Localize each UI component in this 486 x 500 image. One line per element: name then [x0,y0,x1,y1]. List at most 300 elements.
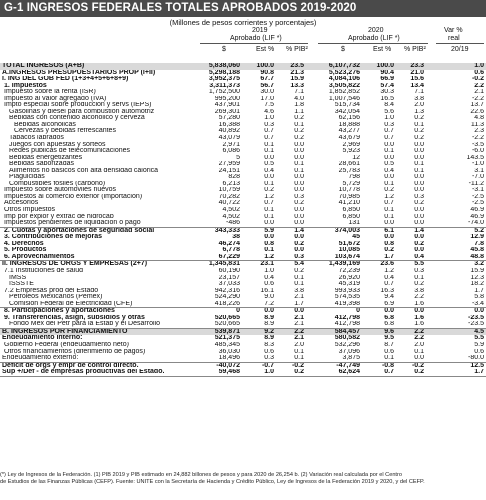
row-value: -74.0 [426,220,486,227]
row-value: 942,316 [214,287,240,294]
row-value: 2.3 [474,128,484,135]
row-value: 2.2 [396,328,426,335]
table-row [0,254,486,261]
row-value: 100.0 [362,63,396,70]
row-label: Gasolinas y diesel para combustión automotriz [9,108,155,115]
table-row [0,362,486,369]
row-value: 8.7 [384,341,394,348]
footnotes [0,472,486,486]
row-value: 0.5 [384,161,394,168]
footnote-1: (*) Ley de Ingresos de la Federación. (1) PIB 2019 y PIB estimado en 24,882 billones de pesos y para 2020 de 26,254 b. (2) Variación real calculada por el Centro [0,472,402,478]
row-value: 6,850 [342,207,360,214]
row-value: 343,333 [214,227,240,234]
row-value: 13.3 [290,82,304,89]
row-value: 0.7 [384,200,394,207]
row-value: 0.2 [294,267,304,274]
row-value: 0.0 [294,174,304,181]
row-value: 0.1 [294,348,304,355]
row-value: 10,778 [338,187,360,194]
row-value: 1.0 [426,63,486,70]
income-table [0,63,486,377]
row-value: 90.4 [380,69,394,76]
row-value: 56.7 [260,82,274,89]
row-value: 0.0 [362,220,396,227]
row-value: 3,952,375 [208,76,240,83]
row-value: 26,920 [338,274,360,281]
row-value: 993,933 [334,287,360,294]
row-value: 5.8 [474,294,484,301]
row-value: 0.0 [294,247,304,254]
row-value: 342,054 [334,108,360,115]
row-value: 418,226 [200,301,242,308]
row-value: 0.1 [414,121,424,128]
row-label: Gobierno Federal (endeudamiento neto) [4,341,129,348]
row-value: 0.0 [294,234,304,241]
row-value: 1.0 [242,369,276,376]
row-value: 0.0 [474,307,484,315]
row-value: 485,345 [214,341,240,348]
row-value: 0.4 [264,274,274,281]
row-value: 521,375 [214,335,240,342]
row-value: 0.7 [384,128,394,135]
row-label: Impuesto sobre automóviles nuevos [4,187,117,194]
row-value: 0.0 [264,154,274,161]
row-value: 1.4 [294,227,304,234]
row-value: 0.0 [294,148,304,155]
header-col-mxn-2020: $ [341,46,345,53]
row-value: 0.2 [414,240,424,247]
row-value: 6.9 [362,301,396,308]
row-value: 1,007,546 [328,95,360,102]
row-value: 580,582 [334,335,360,342]
row-value: 0.2 [276,369,306,376]
header-real: real [448,35,460,42]
row-value: 23.1 [260,260,274,268]
row-value: 0.0 [414,247,424,254]
row-label: Impto especial sobre produccion y servs (IEPS) [4,102,152,109]
header-col-pib-2019: % PIB² [286,46,308,53]
row-label: A.INGRESOS PRESUPUESTARIOS PROP (I+II) [2,69,156,76]
row-value: 0.1 [384,213,394,220]
row-value: 27,959 [218,161,240,168]
row-value: 0.1 [384,148,394,155]
row-value: 520,665 [214,314,240,321]
row-value: -7.0 [471,174,484,181]
header-approved-2019: Aprobado (LIF *) [230,35,282,42]
row-label: TOTAL INGRESOS (A+B) [0,63,200,70]
row-value: 10,085 [338,247,360,254]
row-value: 1,752,500 [208,89,240,96]
row-value: 269,301 [214,108,240,115]
row-value: 16.3 [380,287,394,294]
row-value: 0.2 [294,135,304,142]
row-value: 2.2 [414,294,424,301]
row-value: 4.5 [426,328,486,335]
header-col-mxn-2019: $ [222,46,226,53]
row-value: 412,798 [334,314,360,321]
row-value: 12.5 [470,362,484,369]
row-value: 1.0 [384,115,394,122]
row-value: 43,277 [338,128,360,135]
row-value: 23,157 [218,274,240,281]
row-value: 3.8 [414,95,424,102]
row-value: 45.8 [470,247,484,254]
table-row [0,261,486,268]
row-value: 0.7 [264,135,274,142]
row-label: B. INGRESOS POR FINANCIAMIENTO [0,328,200,335]
row-label: Otros financiamientos (diferimiento de pagos) [4,348,146,355]
row-value: 43,079 [218,135,240,142]
row-value: 0.0 [414,213,424,220]
row-value: 40,892 [218,128,240,135]
row-value: 1.6 [414,314,424,321]
row-value: 7.5 [264,102,274,109]
row-value: 2.2 [414,335,424,342]
row-value: 13.4 [410,82,424,89]
row-label: Alimentos no básicos con alta densidad calórica [9,167,159,174]
row-value: 0.0 [294,207,304,214]
row-label: Endeudamiento externo: [0,355,200,362]
row-value: 0.2 [414,128,424,135]
row-value: -2.2 [471,135,484,142]
row-value: 2.1 [294,314,304,321]
row-value: -2.5 [471,200,484,207]
row-value: 1,345,831 [208,260,240,268]
row-value: 21.3 [290,69,304,76]
row-value: 9.0 [264,294,274,301]
table-row [0,328,486,335]
row-value: 1.3 [414,108,424,115]
row-value: 5.4 [294,260,304,268]
row-value: 40,722 [218,200,240,207]
row-value: -3.1 [471,187,484,194]
row-label: 2. Cuotas y aportaciones de seguridad social [4,227,155,234]
header-col-years: 20/19 [451,46,469,53]
row-value: 0.3 [384,121,394,128]
row-value: 103,674 [306,254,362,261]
header-year-2020: 2020 [368,27,384,34]
row-value: 2,969 [342,141,360,148]
row-value: 0.0 [384,234,394,241]
row-value: -0.2 [411,362,424,369]
row-value: 2.1 [276,321,306,328]
row-value: -23.5 [426,321,486,328]
row-value: -23.5 [468,314,484,321]
row-value: 0.1 [414,167,424,174]
row-value: 60,190 [218,267,240,274]
row-value: 2.0 [414,102,424,109]
row-label: Otros impuestos [4,207,55,214]
row-value: 8.9 [242,321,276,328]
row-value: 62,624 [306,369,362,376]
row-label: 9. Transferencias, asign, subsidios y otras [4,314,145,321]
row-value: 0.6 [474,348,484,355]
row-value: 539,871 [200,328,242,335]
row-label: Petróleos Mexicanos (Pemex) [9,294,103,301]
row-value: 24,151 [218,167,240,174]
row-value: 4.6 [264,108,274,115]
row-value: 0.0 [294,307,304,315]
row-label: Juegos con apuestas y sorteos [9,141,106,148]
row-value: 0.1 [294,281,304,288]
row-label: Accesorios [4,200,39,207]
row-value: 0.5 [264,161,274,168]
row-value: 0.4 [384,167,394,174]
row-label: I. ING DEL GOB FED (1+3+4+5+6+8+9) [2,76,129,83]
row-value: 0.1 [294,121,304,128]
row-value: 0.0 [294,154,304,161]
row-value: 3.2 [474,260,484,268]
table-row [0,308,486,315]
row-value: 8.9 [264,335,274,342]
row-value: 0.7 [264,128,274,135]
row-label: Combustibles fósiles (carbono) [9,180,106,187]
row-value: 9.2 [242,328,276,335]
row-value: -3.4 [426,301,486,308]
row-value: 0.0 [396,355,426,362]
row-label: 5. Productos [4,247,47,254]
table-row [0,321,486,328]
row-value: 0.2 [294,200,304,207]
row-value: 0.2 [396,369,426,376]
row-value: 0.7 [362,369,396,376]
row-value: 45,319 [338,281,360,288]
row-value: 2.0 [294,341,304,348]
row-value: 524,290 [214,294,240,301]
row-value: -1.0 [471,161,484,168]
row-value: 12.3 [470,274,484,281]
row-value: 5.9 [474,341,484,348]
row-value: 3.8 [294,287,304,294]
row-value: 13.7 [470,102,484,109]
row-value: 1.7 [362,254,396,261]
row-value: 0.6 [384,348,394,355]
table-row [0,369,486,376]
row-label: Tabacos labrados [9,135,64,142]
row-value: 2.2 [276,328,306,335]
row-value: 0.4 [264,167,274,174]
row-value: 5.9 [264,227,274,234]
row-value: 0.2 [294,128,304,135]
row-label: 8. Participaciones y aportaciones [4,307,115,315]
row-value: 0.1 [384,180,394,187]
row-value: 2.2 [474,82,484,89]
header-col-struct-2019: Est % [256,46,275,53]
row-value: 798 [348,174,360,181]
row-value: 0.2 [384,187,394,194]
row-value: 1.0 [264,115,274,122]
row-value: 0.1 [294,161,304,168]
row-value: 0.0 [264,174,274,181]
row-value: 0.0 [396,220,426,227]
row-label: Impuesto al valor agregado (IVA) [4,95,107,102]
row-value: 48.8 [426,254,486,261]
row-value: 4.0 [294,95,304,102]
row-value: 7.1 [294,89,304,96]
row-value: 3.1 [474,167,484,174]
row-value: 0.8 [384,240,394,247]
table-row [0,301,486,308]
row-value: 23.3 [396,63,426,70]
row-value: 5,298,188 [208,69,240,76]
row-value: 18.2 [470,281,484,288]
row-value: 0.0 [384,174,394,181]
row-value: 5.5 [414,260,424,268]
row-value: 0.0 [414,174,424,181]
row-value: 0.0 [294,180,304,187]
row-label: Redes públicas de telecomunicaciones [9,148,131,155]
row-value: 0.0 [414,148,424,155]
row-value: 0.8 [264,240,274,247]
table-row [0,227,486,234]
row-value: 8.9 [264,314,274,321]
row-value: 15.9 [290,76,304,83]
row-value: 0.1 [276,355,306,362]
row-value: 11.3 [470,121,484,128]
row-value: 7.1 [414,89,424,96]
row-value: 1.4 [414,227,424,234]
row-value: 1.7 [426,369,486,376]
row-label: Impuesto sobre la renta (ISR) [4,89,96,96]
row-label: Impuestos al comercio exterior (importación) [4,193,143,200]
row-label: Impuestos pendientes de liquidación o pago [0,220,200,227]
row-value: 0.3 [414,267,424,274]
row-value: 828 [228,174,240,181]
row-value: 0.1 [294,167,304,174]
row-value: 1.2 [242,254,276,261]
row-value: 5 [236,154,240,161]
row-value: 30.3 [380,89,394,96]
row-value: 1.6 [396,301,426,308]
row-value: 0.0 [384,141,394,148]
row-value: 532,296 [334,341,360,348]
row-value: 374,003 [334,227,360,234]
row-value: 51,672 [338,240,360,247]
row-value: -11.2 [468,180,484,187]
row-value: 57.4 [380,82,394,89]
row-value: 41,210 [338,200,360,207]
row-value: 143.5 [466,154,484,161]
row-value: 9.5 [384,335,394,342]
row-value: 23.6 [380,260,394,268]
header-year-2019: 2019 [252,27,268,34]
row-value: 16.5 [380,95,394,102]
row-value: 0.3 [264,121,274,128]
row-value: 1.0 [264,267,274,274]
row-value: 0.0 [414,180,424,187]
row-value: 7.8 [474,240,484,247]
row-value: 0.1 [384,207,394,214]
row-label: Déficit de orgs y empr de control directo. [2,362,139,369]
row-value: 22.6 [470,108,484,115]
row-value: 59,468 [200,369,242,376]
row-value: 0.0 [242,220,276,227]
row-value: 3,311,373 [209,82,240,89]
row-value: 37,096 [338,348,360,355]
row-value: 0.0 [294,141,304,148]
row-value: 3,505,822 [328,82,360,89]
row-value: 21.0 [410,69,424,76]
row-value: 0.1 [294,274,304,281]
row-label: 6. Aprovechamientos [0,254,200,261]
row-value: 0.2 [414,115,424,122]
row-value: 131 [306,220,362,227]
row-value: 0.1 [414,274,424,281]
row-value: 0.0 [264,234,274,241]
row-value: 0.0 [294,187,304,194]
row-label: Comisión Federal de Electricidad (CFE) [0,301,200,308]
row-label: Sup +/Def - de empresas productivas del Estado. [0,369,200,376]
row-value: 0.3 [276,254,306,261]
row-value: 0.3 [242,355,276,362]
row-value: 2.0 [414,341,424,348]
row-value: 4,502 [222,213,240,220]
row-value: -0.8 [381,362,394,369]
row-value: 4.8 [474,115,484,122]
row-value: 5,729 [342,180,360,187]
row-value: 7.2 [242,301,276,308]
row-value: 38 [232,234,240,241]
row-value: -40,072 [216,362,240,369]
row-value: 574,535 [334,294,360,301]
row-value: 43,679 [338,135,360,142]
row-label: II. INGRESOS DE ORGS Y EMPRESAS (2+7) [2,260,148,268]
header-col-pib-2020: % PIB² [404,46,426,53]
row-value: 25,783 [338,167,360,174]
row-value: 0.1 [264,207,274,214]
row-value: 9.6 [362,328,396,335]
row-value: 6.8 [362,321,396,328]
row-value: 995,200 [214,95,240,102]
row-value: 0.0 [384,154,394,161]
row-value: -3.5 [471,141,484,148]
row-value: 1.6 [396,321,426,328]
row-value: 0 [356,307,360,315]
row-value: 0.7 [264,200,274,207]
row-value: 2,971 [222,141,240,148]
row-value: 584,457 [306,328,362,335]
row-value: 0.0 [414,234,424,241]
row-value: 5,523,276 [328,69,360,76]
row-value: 46.9 [470,213,484,220]
row-value: 67,229 [200,254,242,261]
row-value: 0.2 [414,281,424,288]
row-value: 46.9 [470,207,484,214]
row-value: 16.1 [260,287,274,294]
row-value: 0.0 [414,207,424,214]
row-value: 4,084,106 [328,76,360,83]
row-value: 1.7 [474,287,484,294]
row-value: 412,798 [306,321,362,328]
row-value: 0.6 [264,348,274,355]
row-value: 1.2 [384,267,394,274]
row-value: 28,661 [338,161,360,168]
row-value: 8.3 [264,341,274,348]
row-label: Bebidas energetizantes [9,154,83,161]
row-value: 0.0 [276,220,306,227]
table-subtitle: (Millones de pesos corrientes y porcentajes) [169,18,317,27]
row-value: 0.1 [264,148,274,155]
row-value: 36,030 [218,348,240,355]
row-value: 0.7 [384,281,394,288]
row-value: 57,280 [218,115,240,122]
row-value: 0.0 [414,307,424,315]
row-value: 6,778 [222,247,240,254]
row-value: 0.1 [414,348,424,355]
row-value: 0.1 [264,180,274,187]
row-value: 0.4 [396,254,426,261]
row-value: 1,439,169 [328,260,360,268]
